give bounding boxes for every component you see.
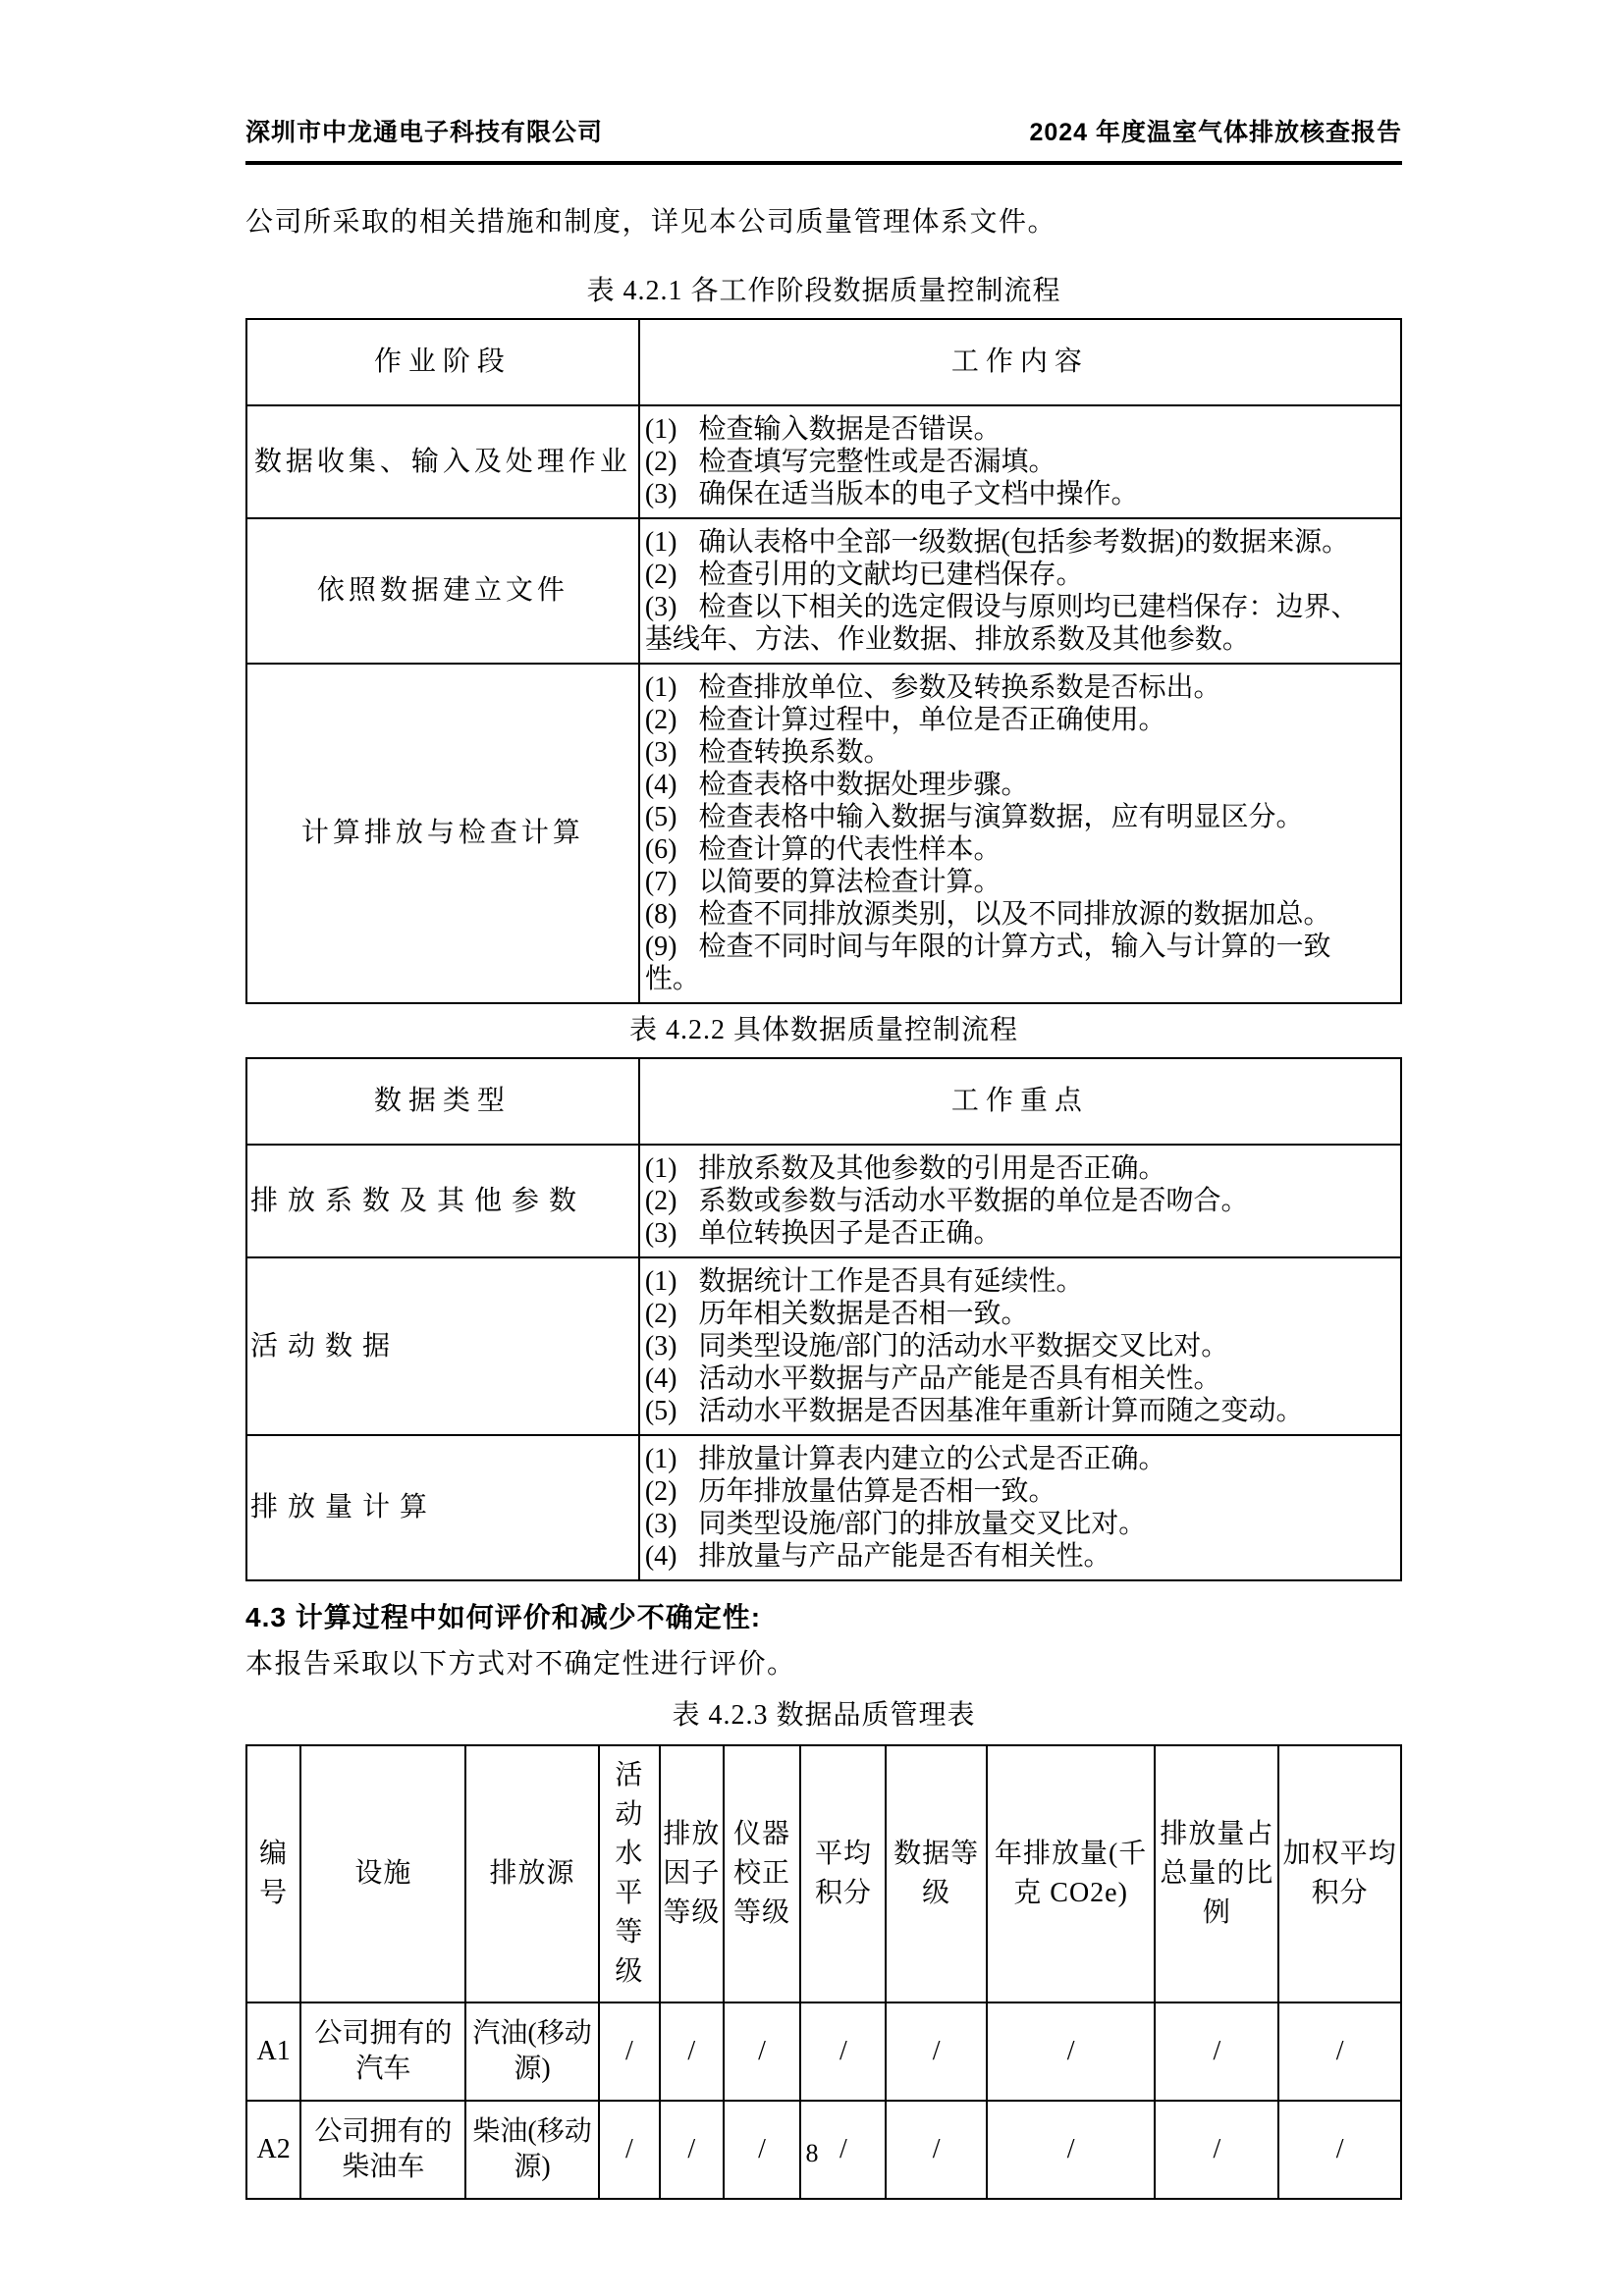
table-row (246, 1435, 1401, 1580)
item-text: 检查不同排放源类别，以及不同排放源的数据加总。 (698, 899, 1331, 930)
item-text: 以简要的算法检查计算。 (698, 867, 1001, 897)
table-head (246, 1058, 1401, 1145)
work-item (645, 446, 1371, 478)
item-text: 活动水平数据是否因基准年重新计算而随之变动。 (698, 1396, 1304, 1426)
header-report-title: 2024 年度温室气体排放核查报告 (1029, 119, 1402, 146)
work-item (645, 1265, 1371, 1298)
item-number: (7) (644, 867, 677, 897)
item-number: (1) (644, 1153, 677, 1184)
item-text: 检查输入数据是否错误。 (698, 414, 1001, 445)
value-cell: / (724, 2101, 801, 2199)
column-header: 工作内容 (639, 319, 1401, 405)
item-text: 同类型设施/部门的活动水平数据交叉比对。 (698, 1331, 1229, 1362)
item-text: 检查表格中数据处理步骤。 (698, 770, 1029, 800)
table-4-2-1-caption: 表 4.2.1 各工作阶段数据质量控制流程 (586, 276, 1061, 306)
work-item (645, 526, 1371, 559)
work-item (645, 413, 1371, 446)
t3-column-header: 排放量占总量的比例 (1155, 1745, 1278, 2002)
facility-cell: 公司拥有的柴油车 (300, 2101, 465, 2199)
t3-column-header: 年排放量(千克 CO2e) (987, 1745, 1156, 2002)
item-number: (3) (644, 1331, 677, 1362)
row-label: 依照数据建立文件 (246, 518, 639, 664)
intro-paragraph: 公司所采取的相关措施和制度，详见本公司质量管理体系文件。 (245, 207, 1057, 238)
item-text: 排放量计算表内建立的公式是否正确。 (698, 1444, 1166, 1474)
item-text: 检查转换系数。 (698, 737, 892, 768)
t3-column-header: 数据等级 (886, 1745, 986, 2002)
header-row (246, 1058, 1401, 1145)
item-text: 检查填写完整性或是否漏填。 (698, 447, 1056, 477)
work-item (645, 1185, 1371, 1217)
t3-column-header: 平均积分 (800, 1745, 886, 2002)
row-label: 活动数据 (246, 1257, 639, 1435)
work-items-cell (639, 1257, 1401, 1435)
item-number: (1) (644, 414, 677, 445)
item-number: (2) (644, 1186, 677, 1216)
row-label: 排放量计算 (246, 1435, 639, 1580)
table-body (246, 405, 1401, 1003)
value-cell: / (1155, 2101, 1278, 2199)
item-text: 排放系数及其他参数的引用是否正确。 (698, 1153, 1166, 1184)
item-text: 排放量与产品产能是否有相关性。 (698, 1541, 1111, 1572)
facility-cell: 公司拥有的汽车 (300, 2002, 465, 2101)
row-label: 排放系数及其他参数 (246, 1145, 639, 1257)
item-text: 检查计算的代表性样本。 (698, 834, 1001, 865)
item-number: (1) (644, 1266, 677, 1297)
value-cell: / (987, 2101, 1156, 2199)
page-header (245, 116, 1402, 165)
item-number: (3) (644, 479, 677, 509)
value-cell: / (724, 2002, 801, 2101)
work-item (645, 1362, 1371, 1395)
table-row (246, 1257, 1401, 1435)
item-text: 数据统计工作是否具有延续性。 (698, 1266, 1084, 1297)
item-text: 检查计算过程中，单位是否正确使用。 (698, 705, 1166, 735)
item-number: (2) (644, 560, 677, 590)
work-item (645, 478, 1371, 510)
work-item (645, 1217, 1371, 1250)
work-item (645, 1152, 1371, 1185)
work-item (645, 1298, 1371, 1330)
column-header: 作业阶段 (246, 319, 639, 405)
value-cell: / (1278, 2002, 1401, 2101)
item-number: (4) (644, 1541, 677, 1572)
item-number: (3) (644, 1218, 677, 1249)
item-number: (3) (644, 592, 677, 622)
work-item (645, 931, 1371, 995)
work-item (645, 559, 1371, 591)
work-item (645, 1475, 1371, 1508)
item-text: 系数或参数与活动水平数据的单位是否吻合。 (698, 1186, 1249, 1216)
work-items-cell (639, 664, 1401, 1003)
item-number: (6) (644, 834, 677, 865)
item-number: (5) (644, 1396, 677, 1426)
work-item (645, 769, 1371, 801)
t3-column-header: 排放源 (465, 1745, 598, 2002)
work-items-cell (639, 1435, 1401, 1580)
t3-column-header: 编号 (246, 1745, 300, 2002)
value-cell: / (599, 2101, 660, 2199)
t3-column-header: 活动水平等级 (599, 1745, 660, 2002)
facility-id-cell: A1 (246, 2002, 300, 2101)
table-body (246, 1145, 1401, 1580)
value-cell: / (1278, 2101, 1401, 2199)
table-row (246, 664, 1401, 1003)
header-row (246, 1745, 1401, 2002)
value-cell: / (800, 2002, 886, 2101)
work-item (645, 801, 1371, 833)
emission-source-cell: 汽油(移动源) (465, 2002, 598, 2101)
item-text: 单位转换因子是否正确。 (698, 1218, 1001, 1249)
table-row (246, 405, 1401, 518)
value-cell: / (660, 2002, 724, 2101)
item-text: 确认表格中全部一级数据(包括参考数据)的数据来源。 (698, 527, 1350, 558)
t3-column-header: 仪器校正等级 (724, 1745, 801, 2002)
item-text: 确保在适当版本的电子文档中操作。 (698, 479, 1139, 509)
item-text: 检查表格中输入数据与演算数据，应有明显区分。 (698, 802, 1304, 832)
work-item (645, 866, 1371, 898)
column-header: 工作重点 (639, 1058, 1401, 1145)
table-head (246, 319, 1401, 405)
work-item (645, 1540, 1371, 1573)
t3-column-header: 加权平均积分 (1278, 1745, 1401, 2002)
work-items-cell (639, 1145, 1401, 1257)
table-4-2-2-caption: 表 4.2.2 具体数据质量控制流程 (628, 1015, 1018, 1045)
item-number: (1) (644, 527, 677, 558)
item-text: 历年排放量估算是否相一致。 (698, 1476, 1056, 1507)
work-item (645, 704, 1371, 736)
value-cell: / (800, 2101, 886, 2199)
item-number: (9) (644, 932, 677, 962)
table-4-2-3 (245, 1744, 1402, 2200)
row-label: 计算排放与检查计算 (246, 664, 639, 1003)
work-item (645, 736, 1371, 769)
uncertainty-paragraph: 本报告采取以下方式对不确定性进行评价。 (245, 1649, 796, 1680)
item-number: (3) (644, 1509, 677, 1539)
work-item (645, 1395, 1371, 1427)
work-item (645, 671, 1371, 704)
value-cell: / (1155, 2002, 1278, 2101)
item-number: (2) (644, 447, 677, 477)
page-content (245, 116, 1402, 2200)
work-items-cell (639, 518, 1401, 664)
item-number: (4) (644, 1363, 677, 1394)
table-body (246, 2002, 1401, 2199)
item-number: (1) (644, 1444, 677, 1474)
work-item (645, 1508, 1371, 1540)
value-cell: / (886, 2002, 986, 2101)
item-number: (3) (644, 737, 677, 768)
item-text: 检查以下相关的选定假设与原则均已建档保存：边界、基线年、方法、作业数据、排放系数及其他参数。 (644, 592, 1359, 655)
t3-column-header: 排放因子等级 (660, 1745, 724, 2002)
item-number: (5) (644, 802, 677, 832)
table-row (246, 518, 1401, 664)
header-company-name: 深圳市中龙通电子科技有限公司 (245, 119, 604, 146)
item-text: 同类型设施/部门的排放量交叉比对。 (698, 1509, 1147, 1539)
emission-source-cell: 柴油(移动源) (465, 2101, 598, 2199)
work-item (645, 898, 1371, 931)
t3-column-header: 设施 (300, 1745, 465, 2002)
section-4-3-heading: 4.3 计算过程中如何评价和减少不确定性: (245, 1602, 762, 1632)
table-4-2-3-caption: 表 4.2.3 数据品质管理表 (672, 1700, 976, 1731)
item-number: (8) (644, 899, 677, 930)
table-4-2-2 (245, 1057, 1402, 1581)
table-4-2-1 (245, 318, 1402, 1004)
item-number: (2) (644, 1299, 677, 1329)
value-cell: / (987, 2002, 1156, 2101)
header-row (246, 319, 1401, 405)
table-row (246, 1145, 1401, 1257)
item-text: 历年相关数据是否相一致。 (698, 1299, 1029, 1329)
value-cell: / (660, 2101, 724, 2199)
item-number: (2) (644, 1476, 677, 1507)
item-number: (1) (644, 672, 677, 703)
facility-id-cell: A2 (246, 2101, 300, 2199)
item-text: 检查不同时间与年限的计算方式，输入与计算的一致性。 (644, 932, 1331, 994)
item-number: (2) (644, 705, 677, 735)
value-cell: / (599, 2002, 660, 2101)
value-cell: / (886, 2101, 986, 2199)
item-number: (4) (644, 770, 677, 800)
work-items-cell (639, 405, 1401, 518)
work-item (645, 591, 1371, 656)
table-head (246, 1745, 1401, 2002)
column-header: 数据类型 (246, 1058, 639, 1145)
work-item (645, 1330, 1371, 1362)
row-label: 数据收集、输入及处理作业 (246, 405, 639, 518)
item-text: 活动水平数据与产品产能是否具有相关性。 (698, 1363, 1221, 1394)
work-item (645, 833, 1371, 866)
item-text: 检查排放单位、参数及转换系数是否标出。 (698, 672, 1221, 703)
item-text: 检查引用的文献均已建档保存。 (698, 560, 1084, 590)
page-number: 8 (805, 2139, 819, 2167)
t3-row (246, 2002, 1401, 2101)
work-item (645, 1443, 1371, 1475)
